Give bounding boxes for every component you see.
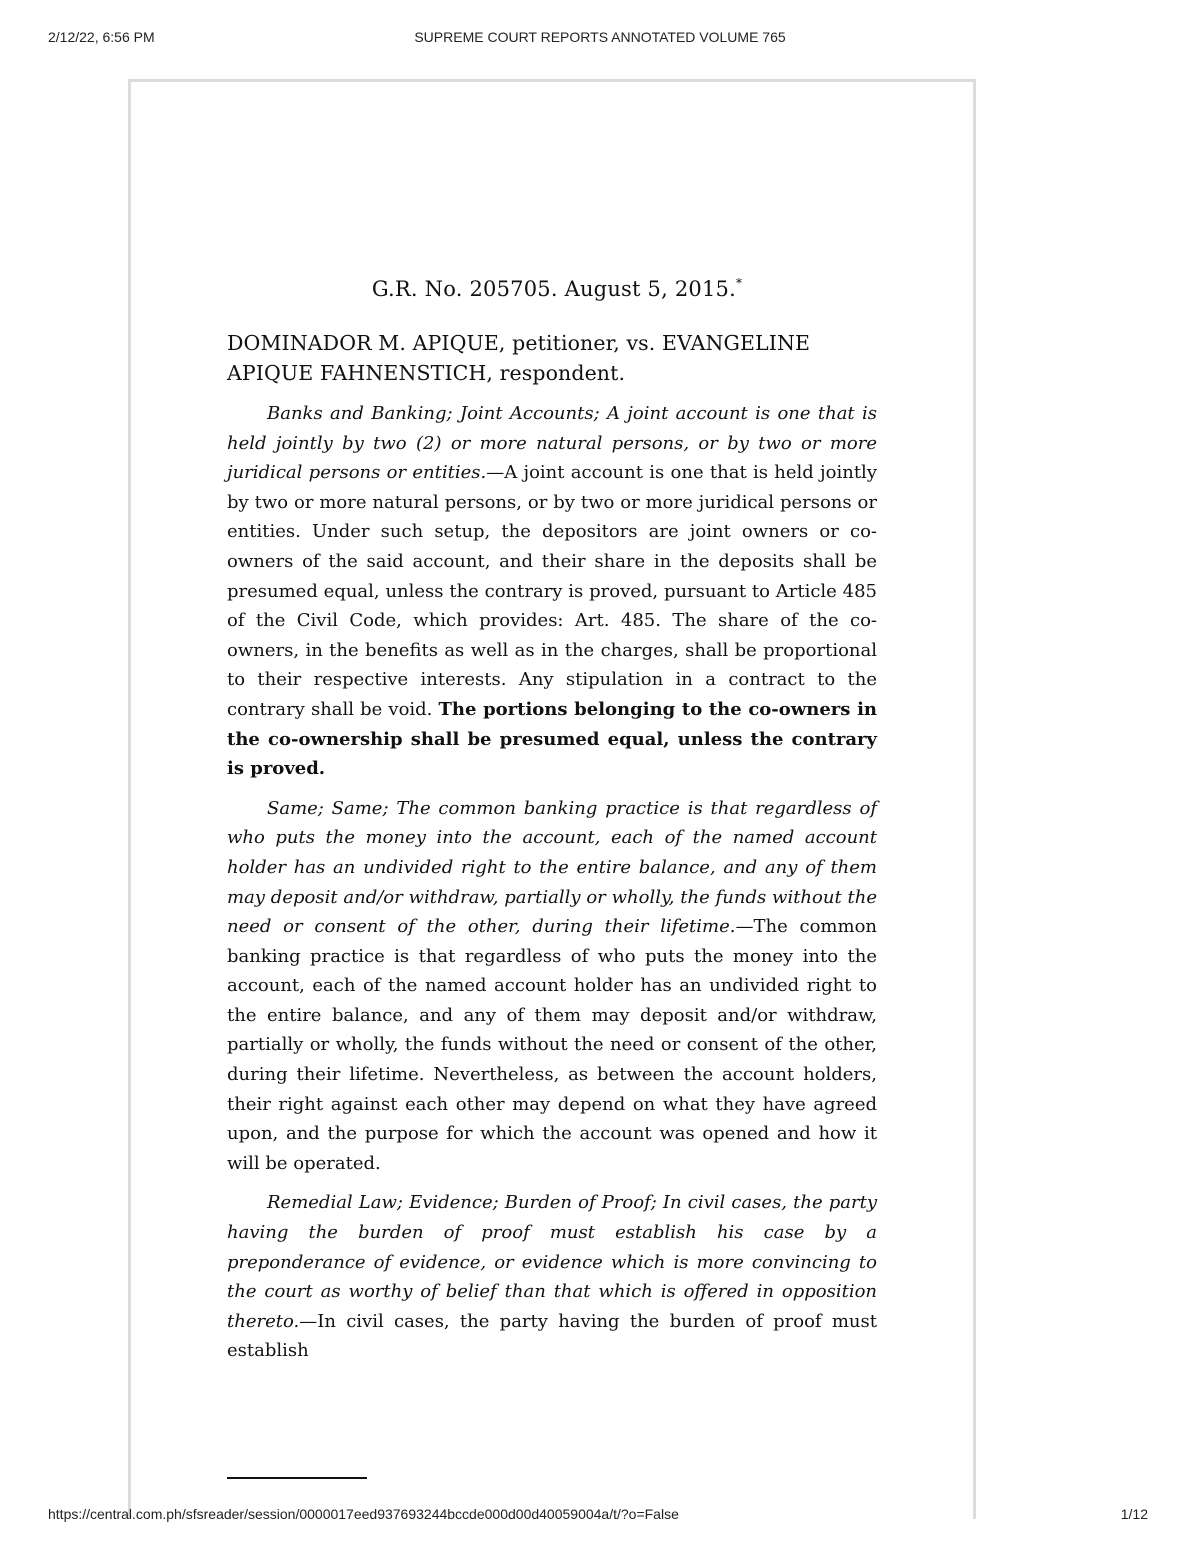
- case-number-date: [237, 276, 877, 301]
- print-footer: [0, 1506, 1200, 1526]
- syllabus-emphasis: The portions belonging to the co-owners in the co-ownership shall be presumed equal, unless the contrary is proved.: [227, 698, 877, 780]
- syllabus-body: —A joint account is one that is held jointly by two or more natural persons, or by two or more juridical persons or entities. Under such setup, the depositors are joint owners or co-owners of the said account, and their share in the deposits shall be presumed equal, unless the contrary is proved, pursuant to Article 485 of the Civil Code, which provides: Art. 485. The share of the co-owners, in the benefits as well as in the charges, shall be proportional to their respective interests. Any stipulation in a contract to the contrary shall be void.: [227, 462, 877, 720]
- document-content: [227, 276, 877, 1366]
- syllabus-paragraph: [227, 399, 877, 784]
- syllabus-heading: Remedial Law; Evidence; Burden of Proof; In civil cases, the party having the burden of proof must establish his case by a preponderance of evidence, or evidence which is more convincing to the court as worthy of belief than that which is offered in opposition thereto.: [227, 1192, 877, 1332]
- page-number: 1/12: [1120, 1506, 1148, 1522]
- syllabus-body: —In civil cases, the party having the burden of proof must establish: [227, 1310, 877, 1362]
- case-parties: DOMINADOR M. APIQUE, petitioner, vs. EVANGELINE APIQUE FAHNENSTICH, respondent.: [227, 331, 811, 385]
- syllabus-paragraph: [227, 1188, 877, 1366]
- print-document-title: SUPREME COURT REPORTS ANNOTATED VOLUME 765: [414, 29, 786, 45]
- footnote-divider: [227, 1477, 367, 1479]
- syllabus-body: —The common banking practice is that regardless of who puts the money into the account, each of the named account holder has an undivided right to the entire balance, and any of them may deposit and/or withdraw, partially or wholly, the funds without the need or consent of the other, during their lifetime. Nevertheless, as between the account holders, their right against each other may depend on what they have agreed upon, and the purpose for which the account was opened and how it will be operated.: [227, 916, 877, 1174]
- syllabus-paragraph: [227, 794, 877, 1179]
- print-url: https://central.com.ph/sfsreader/session/0000017eed937693244bccde000d00d40059004a/t/?o=False: [48, 1506, 679, 1522]
- syllabus-heading: Same; Same; The common banking practice is that regardless of who puts the money into the account, each of the named account holder has an undivided right to the entire balance, and any of them may deposit and/or withdraw, partially or wholly, the funds without the need or consent of the other, during their lifetime.: [227, 797, 877, 938]
- print-header: [0, 29, 1200, 49]
- print-datetime: 2/12/22, 6:56 PM: [48, 29, 155, 45]
- footnote-marker: *: [735, 276, 743, 290]
- case-number-text: G.R. No. 205705. August 5, 2015.: [371, 277, 736, 301]
- syllabus-heading: Banks and Banking; Joint Accounts; A joint account is one that is held jointly by two (2) or more natural persons, or by two or more juridical persons or entities.: [227, 403, 877, 484]
